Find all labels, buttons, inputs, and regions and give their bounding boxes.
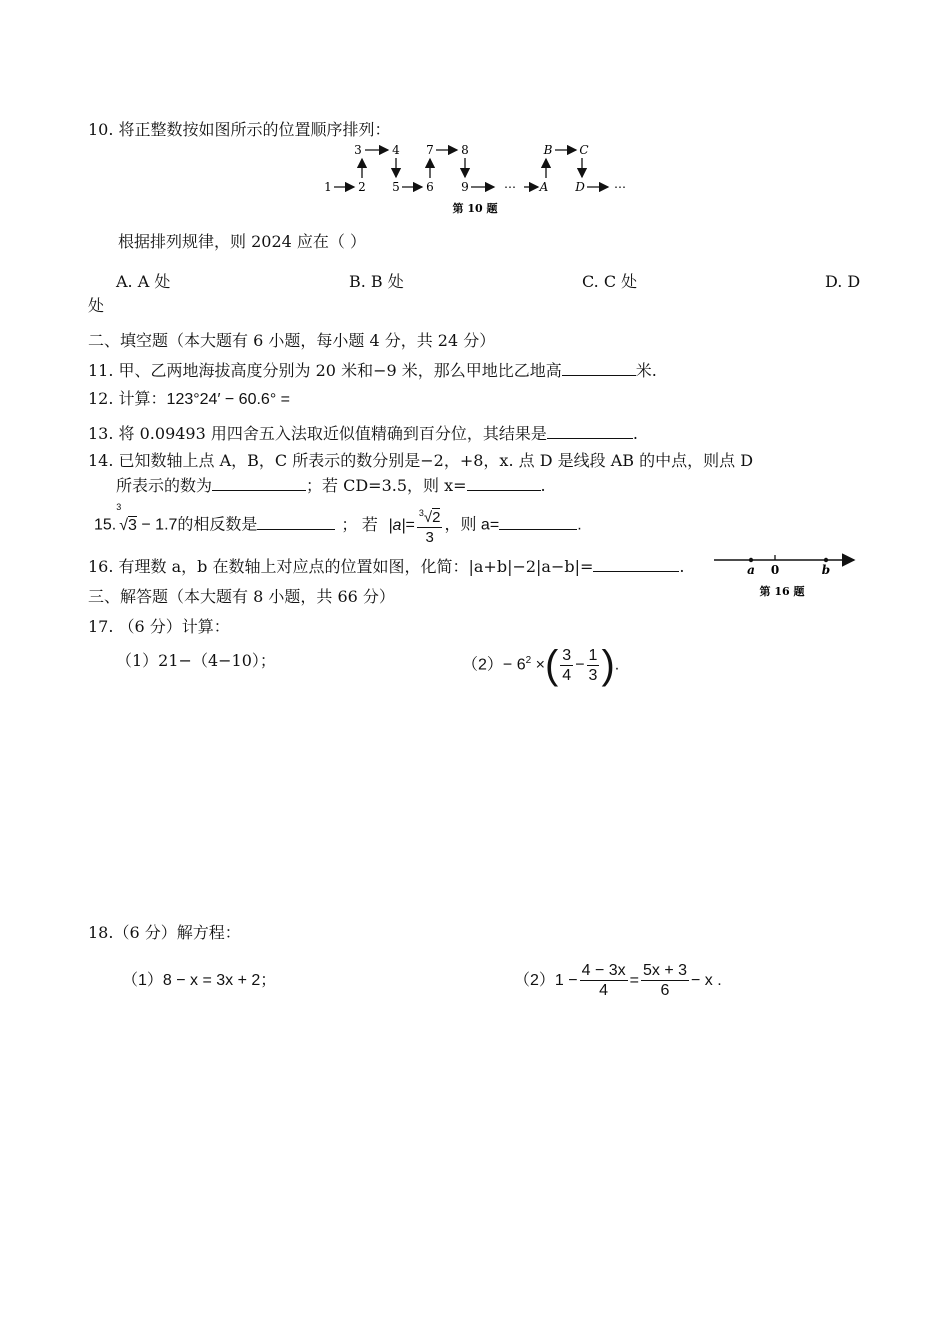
q10-option-a: A. A 处	[116, 272, 171, 291]
q15-end: .	[577, 516, 582, 534]
q15-eq: =	[405, 516, 415, 534]
fig10-top-4: 4	[392, 143, 400, 157]
fig10-top-8: 8	[461, 143, 469, 157]
q14-text-c: .	[540, 476, 546, 495]
section-2-heading: 二、填空题（本大题有 6 小题，每小题 4 分，共 24 分）	[88, 331, 496, 350]
q17-f1-num: 3	[562, 646, 572, 664]
q17-title: 17. （6 分）计算：	[88, 617, 230, 636]
q10-option-b: B. B 处	[349, 272, 404, 291]
fig10-caption: 第 10 题	[452, 202, 498, 215]
q13	[88, 423, 638, 444]
fig10-bot-dots2: ⋯	[614, 180, 626, 194]
q17-f1-den: 4	[562, 666, 572, 684]
q15-frac-num: $^3$√2	[417, 504, 443, 528]
q14-text-b: ；若 CD=3.5，则 x=	[306, 476, 467, 495]
q16-caption: 第 16 题	[759, 585, 805, 598]
q16-answer-blank[interactable]	[593, 556, 679, 572]
q17-f2-den: 3	[588, 666, 598, 684]
q16	[88, 556, 685, 577]
q17-p2-exponent: 2	[525, 655, 532, 666]
q15-frac-radicand: 2	[432, 509, 441, 526]
q15	[94, 501, 582, 546]
q12-expression: 123°24′ − 60.6° =	[166, 391, 290, 408]
fig10-bot-D: D	[575, 180, 585, 194]
q15-abs-a: |a|	[388, 516, 406, 534]
q15-answer-blank-2[interactable]	[499, 514, 577, 530]
q16-number-line-figure	[712, 550, 862, 600]
q14-line1: 14. 已知数轴上点 A，B，C 所表示的数分别是−2，+8，x. 点 D 是线段 AB 的中点，则点 D	[88, 451, 754, 470]
q10-question: 根据排列规律，则 2024 应在（ ）	[118, 232, 366, 251]
fig10-top-B: B	[543, 143, 553, 157]
q14-answer-blank-2[interactable]	[467, 475, 541, 491]
q12	[88, 389, 290, 410]
q13-text: 13. 将 0.09493 用四舍五入法取近似值精确到百分位，其结果是	[88, 424, 547, 443]
q15-answer-blank-1[interactable]	[257, 514, 335, 530]
q15-mid: ； 若	[341, 516, 378, 534]
q17-fraction-2	[587, 646, 600, 685]
fig10-top-C: C	[579, 143, 589, 157]
q18-part1: （1）8 − x = 3x + 2；	[122, 972, 277, 989]
fig10-bot-5: 5	[392, 180, 400, 194]
q18-f1-den: 4	[599, 982, 609, 1000]
q17-p2-times: ×	[531, 656, 545, 674]
q16-label-a: a	[747, 563, 755, 577]
q14-answer-blank-1[interactable]	[212, 475, 306, 491]
q17-fraction-1	[560, 646, 573, 685]
q15-frac-root-index: 3	[418, 508, 424, 518]
q18-title: 18.（6 分）解方程：	[88, 923, 241, 942]
q17-part2	[462, 638, 620, 688]
fig10-top-7: 7	[426, 143, 434, 157]
q17-minus: −	[575, 656, 585, 674]
q18-part2	[514, 958, 722, 1004]
fig10-bot-1: 1	[324, 180, 332, 194]
section-3-heading: 三、解答题（本大题有 8 小题，共 66 分）	[88, 587, 395, 606]
q10-option-d: D. D	[825, 272, 861, 291]
q16-label-b: b	[821, 563, 831, 577]
q11-answer-blank[interactable]	[562, 360, 636, 376]
q15-expr-tail: − 1.7的相反数是	[136, 516, 258, 534]
q10-stem: 10. 将正整数按如图所示的位置顺序排列：	[88, 120, 391, 139]
q17-part1: （1）21−（4−10）；	[116, 651, 276, 670]
q17-right-paren: )	[601, 643, 615, 688]
q15-number: 15.	[94, 516, 117, 534]
q11	[88, 360, 657, 381]
q11-text: 11. 甲、乙两地海拔高度分别为 20 米和−9 米，那么甲地比乙地高	[88, 361, 562, 380]
q15-fraction	[417, 504, 443, 547]
q18-eq: =	[629, 972, 639, 989]
fig10-bot-dots1: ⋯	[504, 180, 516, 194]
q13-answer-blank[interactable]	[547, 423, 633, 439]
q15-cube-root: 3 √3	[116, 501, 137, 534]
q16-point-b	[824, 558, 828, 562]
q16-end: .	[679, 557, 685, 576]
q18-tail: − x .	[691, 972, 722, 989]
q17-end: .	[614, 656, 620, 674]
q10-figure	[320, 140, 650, 220]
q18-f1-num: 4 − 3x	[581, 962, 626, 980]
fig10-bot-A: A	[539, 180, 549, 194]
q15-after-frac: ，则 a=	[444, 516, 500, 534]
q15-frac-den: 3	[425, 529, 434, 546]
q10-option-c: C. C 处	[582, 272, 638, 291]
q14-text-a: 所表示的数为	[116, 476, 213, 495]
fig10-bot-2: 2	[358, 180, 366, 194]
q13-after: .	[632, 424, 638, 443]
q18-fraction-1	[580, 961, 628, 1000]
fig10-bot-6: 6	[426, 180, 434, 194]
q18-f2-num: 5x + 3	[642, 962, 687, 980]
q18-f2-den: 6	[660, 982, 670, 1000]
q15-radicand: 3	[128, 516, 137, 534]
q18-fraction-2	[641, 961, 689, 1000]
fig10-bot-9: 9	[461, 180, 469, 194]
q10-option-d-wrap: 处	[88, 296, 105, 315]
q18-p2-prefix: （2）1 −	[514, 972, 578, 989]
q11-after: 米.	[635, 361, 657, 380]
q17-left-paren: (	[544, 643, 559, 688]
q16-text: 16. 有理数 a，b 在数轴上对应点的位置如图，化简：|a+b|−2|a−b|=	[88, 557, 594, 576]
q15-root-index: 3	[116, 501, 122, 512]
q12-text: 12. 计算：	[88, 389, 167, 408]
q17-p2-prefix: （2）− 6	[462, 656, 526, 674]
q17-f2-num: 1	[588, 646, 598, 664]
q16-point-a	[749, 558, 753, 562]
fig10-top-3: 3	[354, 143, 362, 157]
q14-line2	[116, 475, 546, 496]
q16-label-0: 0	[770, 563, 780, 577]
